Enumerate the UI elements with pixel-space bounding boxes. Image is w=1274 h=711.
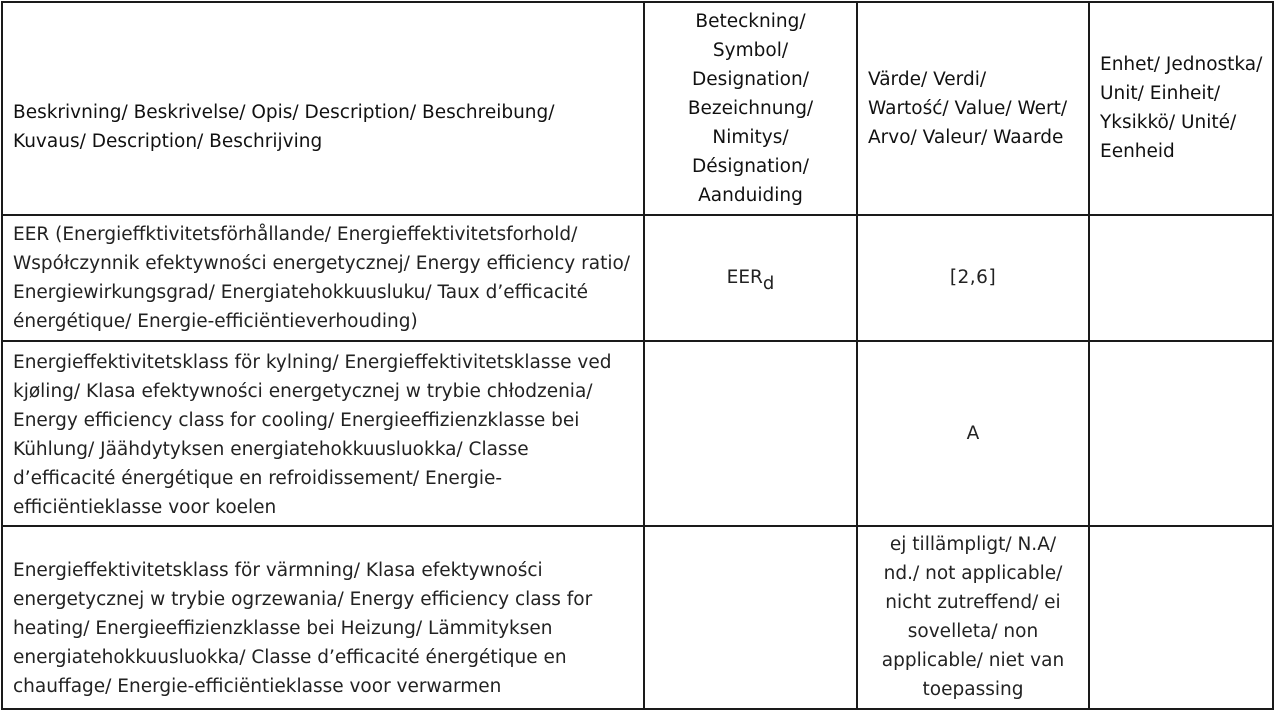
eer-symbol-sub: d [762,273,775,295]
header-unit [1089,2,1273,215]
eer-symbol-main: EER [726,267,763,289]
table-row [2,341,1273,525]
heating-class-symbol [644,526,857,709]
header-description [2,2,644,215]
header-symbol-label: Beteckning/ Symbol/ Designation/ Bezeichnung/ Nimitys/ Désignation/ Aanduiding [687,10,814,206]
cooling-class-description [2,341,644,525]
heating-class-description-text: Energieffektivitetsklass för värmning/ Klasa efektywności energetycznej w trybie ogrzewania/ Energy efficiency class for heating/ Energieeffizienzklasse bei Heizung/ Lämmityksen energiatehokkuusluokka/ Classe d’efficacité énergétique en chauffage/ Energie-efficiëntieklasse voor verwarmen [13,559,593,697]
cooling-class-symbol [644,341,857,525]
eer-unit [1089,215,1273,342]
header-value [857,2,1089,215]
header-symbol [644,2,857,215]
eer-value-text: [2,6] [949,267,997,289]
cooling-class-value [857,341,1089,525]
eer-description [2,215,644,342]
cooling-class-description-text: Energieffektivitetsklass för kylning/ Energieffektivitetsklasse ved kjøling/ Klasa efektywności energetycznej w trybie chłodzenia/ Energy efficiency class for cooling/ Energieeffizienzklasse bei Kühlung/ Jäähdytyksen energiatehokkuusluokka/ Classe d’efficacité énergétique en refroidissement/ Energie-efficiëntieklasse voor koelen [13,351,612,518]
energy-spec-table [1,1,1274,710]
eer-value [857,215,1089,342]
heating-class-value [857,526,1089,709]
cooling-class-value-text: A [966,423,980,445]
eer-description-text: EER (Energieffktivitetsförhållande/ Energieffektivitetsforhold/ Współczynnik efektywności energetycznej/ Energy efficiency ratio/ Energiewirkungsgrad/ Energiatehokkuusluku/ Taux d’efficacité énergétique/ Energie-efficiëntieverhouding) [13,223,631,332]
eer-symbol [644,215,857,342]
table-row [2,526,1273,709]
heating-class-unit [1089,526,1273,709]
heating-class-value-text: ej tillämpligt/ N.A/ nd./ not applicable/ nicht zutreffend/ ei sovelleta/ non applicable/ niet van toepassing [881,534,1065,701]
cooling-class-unit [1089,341,1273,525]
table-row [2,215,1273,342]
header-unit-label: Enhet/ Jednostka/ Unit/ Einheit/ Yksikkö/ Unité/ Eenheid [1100,54,1263,163]
header-value-label: Värde/ Verdi/ Wartość/ Value/ Wert/ Arvo/ Valeur/ Waarde [868,68,1068,148]
heating-class-description [2,526,644,709]
header-description-label: Beskrivning/ Beskrivelse/ Opis/ Description/ Beschreibung/ Kuvaus/ Description/ Beschrijving [13,102,555,153]
table-header-row [2,2,1273,215]
